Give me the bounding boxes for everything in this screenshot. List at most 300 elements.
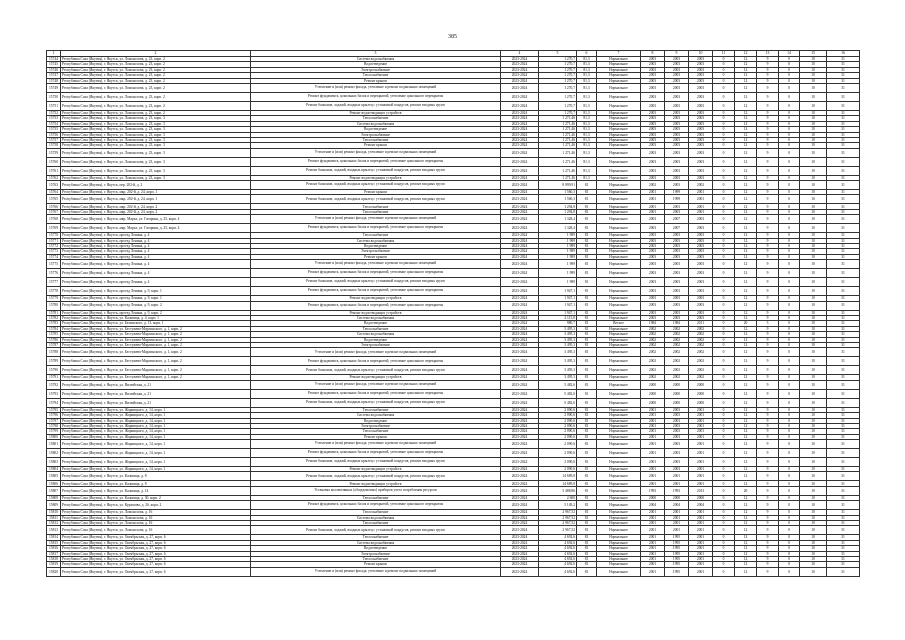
table-cell: Нормальное — [597, 238, 641, 243]
table-cell: 81 — [577, 238, 597, 243]
table-cell: 3 495,3 — [539, 348, 577, 357]
table-cell: 12 — [735, 315, 757, 320]
table-cell: Нормальное — [597, 429, 641, 434]
table-cell: Нормальное — [597, 546, 641, 551]
table-cell: 10 — [800, 209, 827, 214]
table-cell: 2023-2024 — [501, 181, 539, 190]
capital-repair-table — [46, 50, 860, 577]
table-cell: 0 — [779, 148, 800, 157]
table-cell: 9 — [757, 132, 779, 137]
table-cell: 31 — [827, 551, 860, 556]
table-cell: 10 — [800, 157, 827, 166]
table-cell: Электроснабжение — [251, 249, 501, 254]
table-cell: 12 — [735, 215, 757, 224]
table-cell: 15815 — [47, 540, 61, 545]
table-cell: 15764 — [47, 190, 61, 195]
table-cell: Ветхое — [597, 321, 641, 326]
table-cell: 9 — [757, 83, 779, 92]
table-cell: Республика Саха (Якутия), г. Якутск, проезд Ленина, д. 9, корп. 2 — [61, 301, 251, 310]
table-cell: 2023-2024 — [501, 67, 539, 72]
table-cell: 10 — [800, 423, 827, 428]
table-cell: 2001 — [641, 440, 665, 449]
table-cell: Республика Саха (Якутия), г. Якутск, ул. Ломоносова, д. 23, корп. 2 — [61, 83, 251, 92]
table-cell: 12 — [735, 567, 757, 576]
table-cell: 2003 — [641, 148, 665, 157]
table-cell: 31 — [827, 332, 860, 337]
table-row — [47, 83, 860, 92]
table-cell: 1995 — [665, 562, 689, 567]
table-cell: Республика Саха (Якутия), г. Якутск, ул. Кальвица, д. 4, корп. 1 — [61, 315, 251, 320]
table-cell: 10 — [800, 190, 827, 195]
table-cell: 9 — [757, 92, 779, 101]
table-cell: 12 — [735, 429, 757, 434]
table-cell: 2023-2024 — [501, 389, 539, 398]
table-cell: Теплоснабжение — [251, 556, 501, 561]
table-cell: 31 — [827, 458, 860, 467]
table-cell: Республика Саха (Якутия), г. Якутск, ул. Бестужева-Марлинского, д. 1, корп. 2 — [61, 357, 251, 366]
table-cell: 2003 — [665, 78, 689, 83]
table-cell: 2003 — [689, 157, 713, 166]
table-cell: 2003 — [641, 254, 665, 259]
table-cell: 12 — [735, 110, 757, 115]
table-cell: Нормальное — [597, 132, 641, 137]
table-cell: 10 — [800, 567, 827, 576]
table-cell: 10 — [800, 73, 827, 78]
table-cell: 1 328,4 — [539, 224, 577, 233]
table-cell: Теплоснабжение — [251, 326, 501, 331]
table-cell: 31 — [827, 157, 860, 166]
table-cell: 1 271,46 — [539, 175, 577, 180]
table-cell: Нормальное — [597, 540, 641, 545]
table-cell: 12 — [735, 434, 757, 439]
table-cell: Республика Саха (Якутия), г. Якутск, проезд Ленина, д. 4 — [61, 269, 251, 278]
table-cell: Республика Саха (Якутия), г. Якутск, ул. Ломоносова, д. 23, корп. 3 — [61, 166, 251, 175]
table-cell: 14 689,8 — [539, 481, 577, 486]
table-cell: 81 — [577, 458, 597, 467]
table-cell: 2001 — [665, 521, 689, 526]
table-cell: 0 — [779, 209, 800, 214]
table-cell: 10 — [800, 143, 827, 148]
table-cell: 0 — [779, 357, 800, 366]
table-cell: 0 — [779, 254, 800, 259]
table-cell: 0 — [779, 562, 800, 567]
table-cell: 2001 — [641, 546, 665, 551]
table-cell: 9 — [757, 332, 779, 337]
table-cell: 0 — [713, 380, 735, 389]
table-row — [47, 389, 860, 398]
table-cell: Ремонт балконов, лоджий, входных крылец с установкой пандусов, ремонт входных групп — [251, 278, 501, 287]
table-cell: Нормальное — [597, 278, 641, 287]
table-cell: 31 — [827, 526, 860, 535]
table-cell: 2001 — [689, 458, 713, 467]
table-cell: 9 — [757, 269, 779, 278]
table-cell: 2023-2024 — [501, 486, 539, 495]
table-cell: 81 — [577, 310, 597, 315]
table-cell: 31 — [827, 398, 860, 407]
table-cell: 31 — [827, 440, 860, 449]
table-cell: 2001 — [689, 418, 713, 423]
table-cell: 0 — [779, 110, 800, 115]
register-sheet — [46, 50, 859, 577]
table-cell: 5 149,2 — [539, 501, 577, 510]
table-cell: 9 — [757, 472, 779, 481]
table-cell: 0 — [779, 195, 800, 204]
table-cell: 2023-2024 — [501, 190, 539, 195]
table-cell: Республика Саха (Якутия), г. Якутск, ул. Ломоносова, д. 23, корп. 3 — [61, 143, 251, 148]
table-cell: 12 — [735, 472, 757, 481]
table-cell: 0 — [779, 238, 800, 243]
column-number-cell: 1 — [47, 51, 61, 57]
table-cell: 1 271,46 — [539, 137, 577, 142]
table-cell: 10 — [800, 83, 827, 92]
table-cell: 2023-2024 — [501, 233, 539, 238]
table-cell: 2023-2024 — [501, 535, 539, 540]
table-cell: 0 — [713, 62, 735, 67]
table-cell: 12 — [735, 132, 757, 137]
table-cell: 2 090,6 — [539, 418, 577, 423]
table-cell: 0 — [713, 434, 735, 439]
table-cell: 15770 — [47, 233, 61, 238]
table-cell: 12 — [735, 380, 757, 389]
table-cell: 12 — [735, 244, 757, 249]
table-cell: 12 — [735, 233, 757, 238]
table-cell: 31 — [827, 413, 860, 418]
table-cell: 12 — [735, 375, 757, 380]
table-cell: 9 — [757, 501, 779, 510]
table-cell: 10 — [800, 224, 827, 233]
table-cell: 31 — [827, 342, 860, 347]
table-cell: 15795 — [47, 407, 61, 412]
table-cell: Ремонт балконов, лоджий, входных крылец с установкой пандусов, ремонт входных групп — [251, 398, 501, 407]
table-cell: Нормальное — [597, 121, 641, 126]
table-cell: Нормальное — [597, 380, 641, 389]
table-cell: 0 — [713, 57, 735, 62]
table-cell: 0 — [779, 535, 800, 540]
table-cell: 2003 — [689, 249, 713, 254]
table-cell: 2 090,6 — [539, 467, 577, 472]
table-cell: 10 — [800, 526, 827, 535]
table-cell: 9 — [757, 148, 779, 157]
table-cell: 31 — [827, 501, 860, 510]
table-cell: 2003 — [689, 244, 713, 249]
table-cell: 2023-2024 — [501, 195, 539, 204]
table-cell: 0 — [713, 148, 735, 157]
table-cell: Республика Саха (Якутия), г. Якутск, ул. Ломоносова, д. 23, корп. 2 — [61, 110, 251, 115]
table-cell: 9 — [757, 337, 779, 342]
table-cell: Теплоснабжение — [251, 209, 501, 214]
table-cell: 3 495,3 — [539, 337, 577, 342]
table-cell: Ремонт фундамента, цокольных балок и перекрытий, утепление цокольного перекрытия — [251, 301, 501, 310]
table-cell: 2003 — [641, 127, 665, 132]
table-cell: 1995 — [665, 551, 689, 556]
table-cell: 12 — [735, 458, 757, 467]
table-cell: Нормальное — [597, 190, 641, 195]
table-cell: 0 — [713, 121, 735, 126]
table-cell: 0 — [713, 175, 735, 180]
table-cell: 2023-2024 — [501, 515, 539, 520]
table-cell: 0 — [713, 366, 735, 375]
table-cell: Ремонт фундамента, цокольных балок и перекрытий, утепление цокольного перекрытия — [251, 157, 501, 166]
table-cell: 12 — [735, 418, 757, 423]
table-cell: 2003 — [665, 92, 689, 101]
table-cell: 20 — [735, 321, 757, 326]
table-cell: 81 — [577, 260, 597, 269]
table-cell: 2023-2024 — [501, 73, 539, 78]
table-cell: 31 — [827, 418, 860, 423]
table-cell: 10 — [800, 249, 827, 254]
table-cell: 2001 — [641, 467, 665, 472]
table-cell: 9 — [757, 175, 779, 180]
table-cell: 2003 — [689, 224, 713, 233]
table-cell: 2003 — [689, 287, 713, 296]
table-cell: 2003 — [665, 127, 689, 132]
table-cell: 2 967,52 — [539, 526, 577, 535]
table-cell: 15799 — [47, 429, 61, 434]
table-cell: 31 — [827, 137, 860, 142]
table-cell: 9 — [757, 380, 779, 389]
table-cell: 10 — [800, 116, 827, 121]
table-cell: 1 271,46 — [539, 143, 577, 148]
table-cell: 2023-2024 — [501, 540, 539, 545]
table-cell: Теплоснабжение — [251, 495, 501, 500]
table-cell: 15765 — [47, 195, 61, 204]
table-cell: 9 — [757, 238, 779, 243]
table-cell: 10 — [800, 540, 827, 545]
table-cell: 10 — [800, 238, 827, 243]
table-cell: 0 — [779, 389, 800, 398]
table-cell: Нормальное — [597, 127, 641, 132]
table-cell: 2002 — [689, 337, 713, 342]
table-cell: 15807 — [47, 486, 61, 495]
table-cell: 0 — [713, 224, 735, 233]
table-cell: Республика Саха (Якутия), г. Якутск, ул. Ломоносова, д. 16 — [61, 515, 251, 520]
table-cell: 0 — [713, 526, 735, 535]
table-cell: 10 — [800, 132, 827, 137]
table-cell: 2003 — [689, 62, 713, 67]
table-cell: 81 — [577, 375, 597, 380]
table-cell: 81 — [577, 467, 597, 472]
table-cell: 2003 — [665, 148, 689, 157]
table-cell: 2001 — [689, 535, 713, 540]
table-cell: 0 — [713, 423, 735, 428]
table-cell: 9 — [757, 57, 779, 62]
table-cell: 12 — [735, 260, 757, 269]
table-cell: 0 — [713, 562, 735, 567]
table-cell: 980,7 — [539, 321, 577, 326]
table-cell: Нормальное — [597, 413, 641, 418]
table-cell: 2001 — [665, 510, 689, 515]
table-cell: 2023-2024 — [501, 423, 539, 428]
table-cell: 9 — [757, 62, 779, 67]
table-cell: 2003 — [641, 73, 665, 78]
table-cell: 1 270,7 — [539, 73, 577, 78]
table-cell: 10 — [800, 296, 827, 301]
table-cell: 2000 — [689, 380, 713, 389]
table-cell: 81 — [577, 449, 597, 458]
table-cell: 2003 — [665, 254, 689, 259]
table-cell: 31 — [827, 249, 860, 254]
table-cell: 0 — [779, 515, 800, 520]
table-cell: 2003 — [689, 296, 713, 301]
table-cell: 9 — [757, 540, 779, 545]
table-cell: 31 — [827, 472, 860, 481]
table-cell: 31 — [827, 510, 860, 515]
table-cell: 81 — [577, 423, 597, 428]
table-cell: Ремонт балконов, лоджий, входных крылец с установкой пандусов, ремонт входных групп — [251, 526, 501, 535]
table-cell: Республика Саха (Якутия), г. Якутск, проезд Ленина, д. 4 — [61, 238, 251, 243]
table-cell: 12 — [735, 467, 757, 472]
table-cell: 2001 — [641, 458, 665, 467]
table-cell: 1999 — [665, 190, 689, 195]
table-cell: 0 — [713, 546, 735, 551]
table-cell: Нормальное — [597, 366, 641, 375]
table-cell: 2023-2024 — [501, 348, 539, 357]
table-cell: 12 — [735, 540, 757, 545]
table-cell: Нормальное — [597, 260, 641, 269]
table-cell: 15775 — [47, 260, 61, 269]
table-cell: Ремонт балконов, лоджий, входных крылец с установкой пандусов, ремонт входных групп — [251, 195, 501, 204]
table-cell: 10 — [800, 556, 827, 561]
table-cell: 81 — [577, 315, 597, 320]
table-cell: 2023-2024 — [501, 321, 539, 326]
table-cell: 15780 — [47, 301, 61, 310]
table-cell: 0 — [713, 67, 735, 72]
table-cell: Нормальное — [597, 175, 641, 180]
table-cell: Республика Саха (Якутия), г. Якутск, ул. Ломоносова, д. 23, корп. 2 — [61, 78, 251, 83]
column-number-cell: 8 — [641, 51, 665, 57]
table-cell: 9 — [757, 556, 779, 561]
table-cell: 81,3 — [577, 143, 597, 148]
table-cell: 0 — [779, 287, 800, 296]
table-cell: 0 — [713, 116, 735, 121]
table-cell: 81,3 — [577, 110, 597, 115]
table-cell: Ремонт водоотводящих устройств — [251, 296, 501, 301]
table-cell: 15751 — [47, 101, 61, 110]
table-cell: 12 — [735, 535, 757, 540]
table-cell: 2003 — [665, 260, 689, 269]
table-cell: 12 — [735, 62, 757, 67]
table-cell: Нормальное — [597, 224, 641, 233]
table-cell: 2003 — [689, 57, 713, 62]
table-cell: 0 — [779, 127, 800, 132]
table-cell: 9 — [757, 398, 779, 407]
table-cell: 9 — [757, 127, 779, 132]
table-cell: 1 270,7 — [539, 101, 577, 110]
table-cell: 5 482,6 — [539, 398, 577, 407]
table-cell: 0 — [779, 296, 800, 301]
table-cell: 9 — [757, 190, 779, 195]
table-cell: 9 — [757, 429, 779, 434]
table-cell: 2003 — [665, 458, 689, 467]
table-cell: 2003 — [665, 310, 689, 315]
table-cell: 0 — [779, 467, 800, 472]
table-row — [47, 449, 860, 458]
table-cell: 31 — [827, 481, 860, 486]
table-cell: 10 — [800, 440, 827, 449]
table-cell: 2003 — [689, 78, 713, 83]
table-cell: 2023-2024 — [501, 249, 539, 254]
table-cell: 15766 — [47, 204, 61, 209]
table-cell: 15755 — [47, 127, 61, 132]
table-cell: 2001 — [689, 190, 713, 195]
table-row — [47, 472, 860, 481]
table-cell: 15810 — [47, 510, 61, 515]
table-cell: 0 — [779, 429, 800, 434]
table-cell: 0 — [713, 413, 735, 418]
table-cell: 2003 — [641, 224, 665, 233]
table-cell: 15779 — [47, 296, 61, 301]
column-number-cell: 6 — [577, 51, 597, 57]
table-cell: 12 — [735, 398, 757, 407]
table-cell: 31 — [827, 83, 860, 92]
table-cell: 2003 — [665, 110, 689, 115]
table-cell: 1 271,46 — [539, 116, 577, 121]
table-cell: 9 — [757, 535, 779, 540]
table-cell: Республика Саха (Якутия), г. Якутск, ул. Вилюйская, д. 21 — [61, 380, 251, 389]
table-cell: 81,3 — [577, 67, 597, 72]
table-cell: Электроснабжение — [251, 132, 501, 137]
table-cell: 2023-2024 — [501, 244, 539, 249]
table-cell: Ремонт водоотводящих устройств — [251, 467, 501, 472]
table-cell: 10 — [800, 181, 827, 190]
table-cell: 0 — [779, 249, 800, 254]
column-number-cell: 2 — [61, 51, 251, 57]
table-cell: 15816 — [47, 546, 61, 551]
table-cell: Нормальное — [597, 418, 641, 423]
table-cell: 2000 — [665, 380, 689, 389]
table-cell: Нормальное — [597, 67, 641, 72]
table-cell: 0 — [713, 233, 735, 238]
table-cell: 31 — [827, 57, 860, 62]
table-cell: 12 — [735, 175, 757, 180]
table-cell: 2003 — [689, 83, 713, 92]
table-cell: 31 — [827, 190, 860, 195]
table-cell: 15790 — [47, 366, 61, 375]
table-cell: 12 — [735, 101, 757, 110]
table-cell: 81 — [577, 301, 597, 310]
table-cell: 0 — [779, 337, 800, 342]
table-cell: 4 692,6 — [539, 562, 577, 567]
table-cell: Нормальное — [597, 526, 641, 535]
table-cell: 0 — [779, 495, 800, 500]
table-cell: 0 — [713, 204, 735, 209]
table-cell: 81 — [577, 501, 597, 510]
table-cell: 15817 — [47, 551, 61, 556]
table-cell: 81 — [577, 429, 597, 434]
table-cell: Ремонт водоотводящих устройств — [251, 175, 501, 180]
table-cell: Утепление и (или) ремонт фасада, утепление и ремонт подвальных помещений — [251, 348, 501, 357]
table-cell: 15792 — [47, 380, 61, 389]
table-cell: 81,3 — [577, 62, 597, 67]
table-cell: Ремонт балконов, лоджий, входных крылец с установкой пандусов, ремонт входных групп — [251, 101, 501, 110]
table-cell: 12 — [735, 342, 757, 347]
table-cell: Республика Саха (Якутия), г. Якутск, ул. Кальвица, д. 14 — [61, 486, 251, 495]
table-cell: 12 — [735, 127, 757, 132]
table-cell: 0 — [779, 315, 800, 320]
table-cell: 0 — [713, 310, 735, 315]
table-cell: 81,3 — [577, 137, 597, 142]
table-cell: 2003 — [665, 137, 689, 142]
table-cell: 0 — [713, 132, 735, 137]
table-cell: Нормальное — [597, 440, 641, 449]
table-cell: 31 — [827, 357, 860, 366]
table-cell: 81 — [577, 567, 597, 576]
table-cell: Республика Саха (Якутия), г. Якутск, мкр. 202-й, д. 24, корп. 2 — [61, 209, 251, 214]
table-cell: 10 — [800, 301, 827, 310]
table-cell: 2003 — [641, 78, 665, 83]
table-cell: 31 — [827, 238, 860, 243]
table-cell: Ремонт фундамента, цокольных балок и перекрытий, утепление цокольного перекрытия — [251, 224, 501, 233]
